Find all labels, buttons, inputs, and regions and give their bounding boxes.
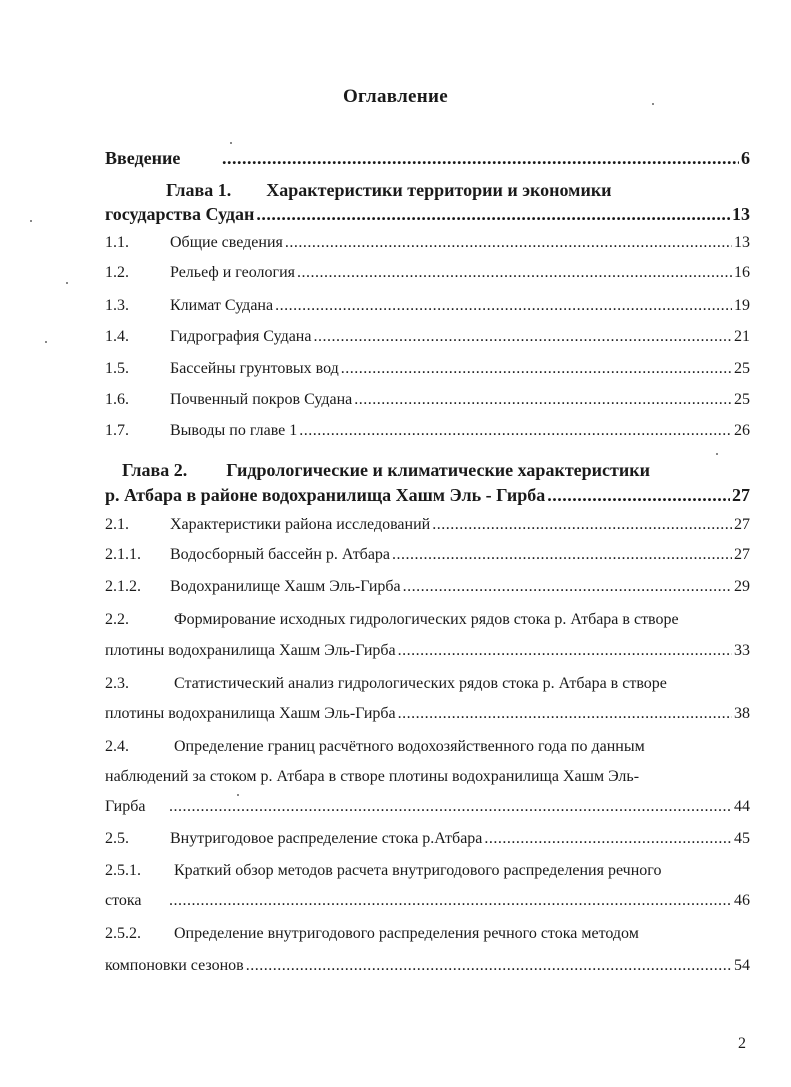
chapter-2-number: Глава 2. (122, 460, 188, 480)
leader-dots (547, 485, 730, 506)
page-number: 2 (738, 1035, 746, 1052)
leader-dots (246, 957, 732, 975)
entry-label: Выводы по главе 1 (170, 422, 298, 439)
entry-label-line2: плотины водохранилища Хашм Эль-Гирба (105, 705, 396, 722)
leader-dots (392, 546, 732, 564)
entry-page: 29 (734, 578, 750, 595)
toc-entry-2-5[interactable] (105, 830, 750, 854)
entry-label-line1: Формирование исходных гидрологических рядов стока р. Атбара в створе (174, 611, 679, 628)
entry-label: Гидрография Судана (170, 328, 312, 345)
entry-label: Внутригодовое распределение стока р.Атбара (170, 830, 483, 847)
entry-label: Бассейны грунтовых вод (170, 360, 339, 377)
entry-label-line1: Статистический анализ гидрологических рядов стока р. Атбара в створе (174, 675, 667, 692)
entry-label: Почвенный покров Судана (170, 391, 353, 408)
leader-dots (354, 391, 732, 409)
toc-entry-1-3[interactable] (105, 297, 750, 321)
leader-dots (403, 578, 732, 596)
entry-page: 54 (734, 957, 750, 974)
entry-label-line2: плотины водохранилища Хашм Эль-Гирба (105, 642, 396, 659)
entry-page: 25 (734, 391, 750, 408)
entry-page: 6 (741, 148, 750, 168)
entry-label-line1: Определение границ расчётного водохозяйственного года по данным (174, 738, 645, 755)
scan-speck (30, 220, 32, 222)
leader-dots (297, 264, 732, 282)
entry-page: 27 (734, 516, 750, 533)
entry-page: 44 (734, 798, 750, 815)
entry-label: Введение (105, 148, 181, 168)
toc-entry-2-5-1[interactable] (105, 892, 750, 916)
entry-number: 2.1. (105, 516, 129, 533)
toc-entry-2-5-2[interactable] (105, 957, 750, 981)
entry-page: 27 (732, 485, 750, 505)
leader-dots (222, 148, 739, 169)
entry-page: 38 (734, 705, 750, 722)
entry-number: 2.2. (105, 611, 129, 628)
entry-page: 16 (734, 264, 750, 281)
entry-number: 1.2. (105, 264, 129, 281)
entry-label: Рельеф и геология (170, 264, 296, 281)
leader-dots (256, 204, 730, 225)
toc-entry-2-5-2-line1 (105, 925, 639, 943)
scan-speck (237, 794, 239, 796)
entry-number: 2.5.1. (105, 862, 141, 879)
entry-label-line2: стока (105, 892, 142, 909)
leader-dots (275, 297, 732, 315)
entry-page: 13 (734, 234, 750, 251)
leader-dots (169, 892, 732, 910)
toc-entry-1-2[interactable] (105, 264, 750, 288)
entry-number: 1.4. (105, 328, 129, 345)
toc-entry-2-4-line1 (105, 738, 645, 756)
chapter-1-title-line1: Характеристики территории и экономики (266, 180, 612, 200)
chapter-2-title-line2: р. Атбара в районе водохранилища Хашм Эль - Гирба (105, 485, 546, 505)
entry-page: 45 (734, 830, 750, 847)
toc-entry-1-5[interactable] (105, 360, 750, 384)
entry-page: 26 (734, 422, 750, 439)
toc-entry-chapter-2[interactable] (105, 485, 750, 509)
toc-entry-1-7[interactable] (105, 422, 750, 446)
toc-entry-2-2-line1 (105, 611, 679, 629)
entry-page: 25 (734, 360, 750, 377)
chapter-2-title-line1: Гидрологические и климатические характеристики (226, 460, 650, 480)
toc-entry-2-5-1-line1 (105, 862, 661, 880)
toc-entry-intro[interactable] (105, 148, 750, 172)
toc-entry-2-4-line2: наблюдений за стоком р. Атбара в створе плотины водохранилища Хашм Эль- (105, 768, 640, 785)
toc-entry-2-1[interactable] (105, 516, 750, 540)
entry-number: 2.4. (105, 738, 129, 755)
chapter-2-heading (122, 460, 650, 481)
toc-entry-2-1-2[interactable] (105, 578, 750, 602)
entry-number: 2.1.1. (105, 546, 141, 563)
entry-number: 2.5.2. (105, 925, 141, 942)
chapter-1-number: Глава 1. (166, 180, 232, 200)
chapter-1-title-line2: государства Судан (105, 204, 255, 224)
leader-dots (299, 422, 732, 440)
toc-entry-1-6[interactable] (105, 391, 750, 415)
leader-dots (432, 516, 732, 534)
entry-label: Климат Судана (170, 297, 274, 314)
entry-number: 1.7. (105, 422, 129, 439)
entry-number: 2.1.2. (105, 578, 141, 595)
leader-dots (398, 705, 732, 723)
entry-page: 46 (734, 892, 750, 909)
entry-number: 1.1. (105, 234, 129, 251)
entry-number: 2.5. (105, 830, 129, 847)
chapter-1-heading (166, 180, 612, 201)
entry-number: 1.3. (105, 297, 129, 314)
scan-speck (66, 282, 68, 284)
entry-page: 13 (732, 204, 750, 224)
entry-label: Общие сведения (170, 234, 283, 251)
toc-entry-2-3-line1 (105, 675, 667, 693)
entry-label: Водохранилище Хашм Эль-Гирба (170, 578, 401, 595)
leader-dots (313, 328, 732, 346)
toc-entry-1-1[interactable] (105, 234, 750, 258)
entry-label: Характеристики района исследований (170, 516, 431, 533)
toc-entry-chapter-1[interactable] (105, 204, 750, 228)
leader-dots (398, 642, 732, 660)
toc-entry-2-3[interactable] (105, 705, 750, 729)
entry-page: 33 (734, 642, 750, 659)
toc-entry-2-1-1[interactable] (105, 546, 750, 570)
leader-dots (169, 798, 732, 816)
entry-label-line2: компоновки сезонов (105, 957, 244, 974)
scan-speck (652, 103, 654, 105)
leader-dots (285, 234, 732, 252)
scan-speck (45, 341, 47, 343)
entry-page: 19 (734, 297, 750, 314)
toc-title: Оглавление (342, 86, 449, 107)
scan-speck (716, 453, 718, 455)
entry-page: 27 (734, 546, 750, 563)
scan-speck (230, 142, 232, 144)
entry-page: 21 (734, 328, 750, 345)
toc-entry-2-4[interactable] (105, 798, 750, 822)
toc-entry-2-2[interactable] (105, 642, 750, 666)
entry-label-line1: Краткий обзор методов расчета внутригодового распределения речного (174, 862, 662, 879)
entry-number: 2.3. (105, 675, 129, 692)
entry-label: Водосборный бассейн р. Атбара (170, 546, 391, 563)
entry-number: 1.6. (105, 391, 129, 408)
leader-dots (341, 360, 732, 378)
entry-label-line3: Гирба (105, 798, 146, 815)
leader-dots (484, 830, 732, 848)
entry-label-line1: Определение внутригодового распределения речного стока методом (174, 925, 639, 942)
toc-entry-1-4[interactable] (105, 328, 750, 352)
entry-number: 1.5. (105, 360, 129, 377)
